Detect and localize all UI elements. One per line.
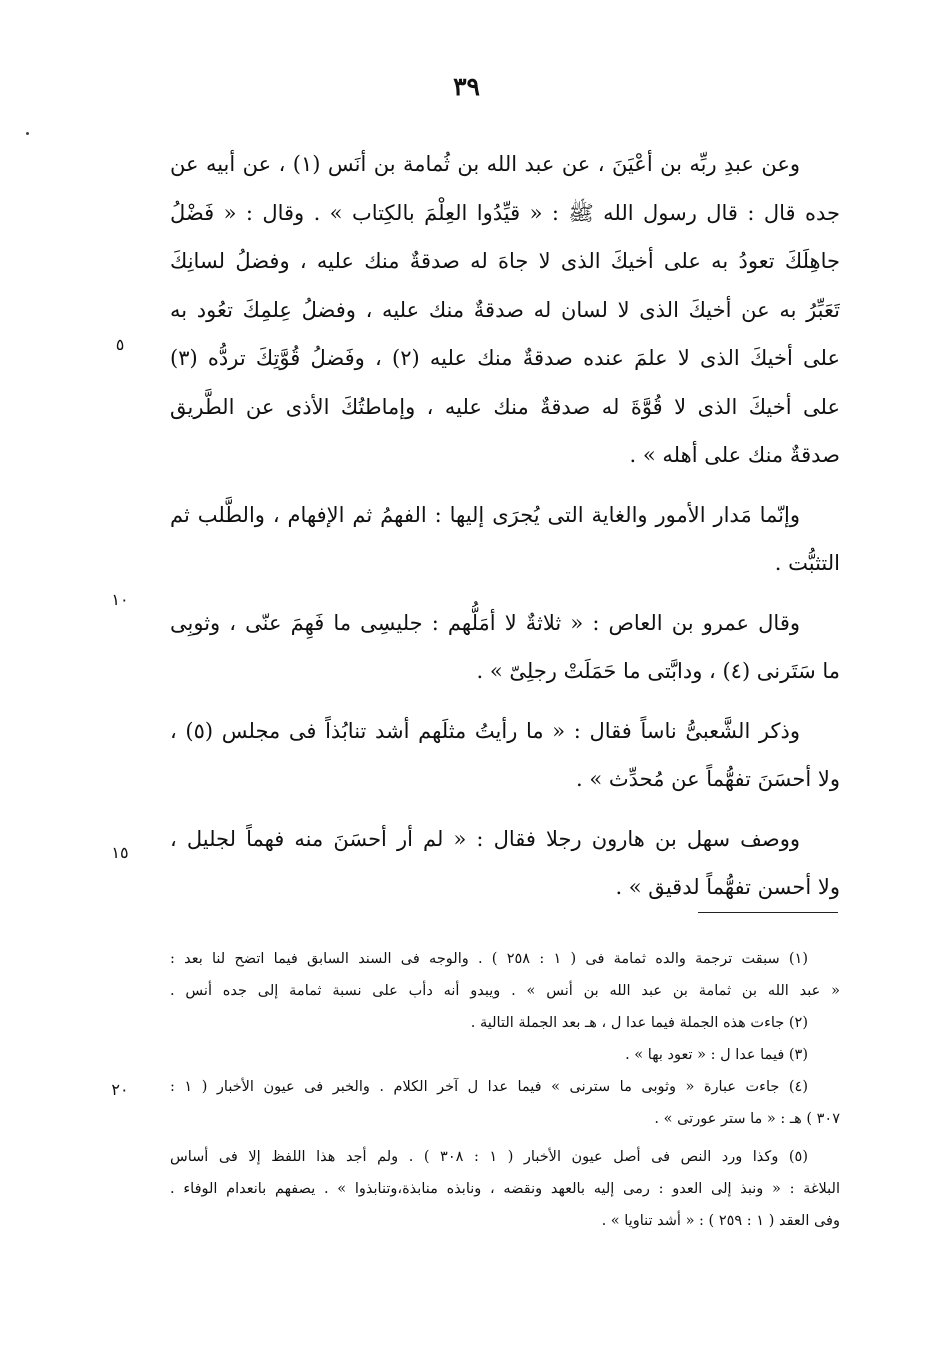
text-line: وعن عبدِ ربِّه بن أعْيَنَ ، عن عبد الله بن ثُمامة بن أنَس (١) ، عن أبيه عن (170, 152, 800, 176)
footnote-line: (٤) جاءت عبارة « وثوبى ما سترنى » فيما عدا ل آخر الكلام . والخبر فى عيون الأخبار ( ١ : (170, 1079, 808, 1095)
text-line: على أخيكَ الذى لا قُوَّةَ له صدقةٌ منك عليه ، وإماطتُكَ الأذى عن الطَّريق (170, 394, 840, 419)
text-line: وإنّما مَدار الأمور والغاية التى يُجرَى إليها : الفهمُ ثم الإفهام ، والطَّلب ثم (170, 502, 800, 527)
line-number: ١٥ (111, 843, 129, 862)
line-number: ٥ (115, 335, 125, 354)
footnote-line: « عبد الله بن ثمامة بن عبد الله بن أنس » . ويبدو أنه دأب على نسبة ثمامة إلى جده أنس . (170, 983, 840, 999)
stray-dot (26, 132, 29, 135)
text-line: جاهِلَكَ تعودُ به على أخيكَ الذى لا جاهَ له صدقةٌ منك عليه ، وفضلُ لسانِكَ (170, 249, 840, 273)
text-line: ولا أحسَنَ تفهُّماً عن مُحدِّث » . (575, 767, 840, 791)
text-line: ووصف سهل بن هارون رجلا فقال : « لم أر أحسَنَ منه فهماً لجليل ، (170, 826, 800, 851)
footnote-line: (١) سبقت ترجمة والده ثمامة فى ( ١ : ٢٥٨ ) . والوجه فى السند السابق فيما اتضح لنا بعد : (170, 951, 808, 967)
footnote-line: وفى العقد ( ١ : ٢٥٩ ) : « أشد تناويا » . (601, 1213, 840, 1229)
page-number: ٣٩ (453, 72, 480, 101)
main-text (170, 140, 840, 912)
text-line: صدقةٌ منك على أهله » . (629, 443, 840, 467)
line-number: ٢٠ (111, 1080, 129, 1099)
footnote-line: (٥) وكذا ورد النص فى أصل عيون الأخبار ( ١ : ٣٠٨ ) . ولم أجد هذا اللفظ إلا فى أساس (170, 1149, 808, 1165)
footnote-separator (698, 912, 838, 913)
footnote-line: (٢) جاءت هذه الجملة فيما عدا ل ، هـ بعد الجملة التالية . (470, 1015, 808, 1031)
text-line: التثبُّت . (774, 551, 840, 575)
footnotes (170, 943, 840, 1237)
text-line: على أخيكَ الذى لا علمَ عنده صدقةٌ منك عليه (٢) ، وفَضلُ قُوَّتِكَ تردُّه (٣) (170, 346, 840, 370)
text-line: ما سَتَرنى (٤) ، ودابَّتى ما حَمَلَتْ رجلِىّ » . (476, 659, 840, 683)
text-line: وذكر الشَّعبىُّ ناساً فقال : « ما رأيتُ مثلَهم أشد تنابُذاً فى مجلس (٥) ، (170, 718, 800, 743)
line-number: ١٠ (111, 590, 129, 609)
text-line: ولا أحسن تفهُّماً لدقيق » . (615, 875, 840, 899)
text-line: تَعَبِّرُ به عن أخيكَ الذى لا لسان له صدقةٌ منك عليه ، وفضلُ عِلمِكَ تعُود به (170, 297, 840, 322)
text-line: جده قال : قال رسول الله ﷺ : « قيِّدُوا العِلْمَ بالكِتاب » . وقال : « فَضْلُ (170, 200, 840, 225)
footnote-line: البلاغة : « ونبذ إلى العدو : رمى إليه بالعهد ونقضه ، ونابذه منابذة،وتنابذوا » . يصفهم بانعدام الوفاء . (170, 1181, 840, 1197)
text-line: وقال عمرو بن العاص : « ثلاثةٌ لا أمَلُّهم : جليسِى ما فَهِمَ عنّى ، وثوبِى (170, 610, 800, 635)
footnote-line: ٣٠٧ ) هـ : « ما ستر عورتى » . (654, 1111, 840, 1127)
footnote-line: (٣) فيما عدا ل : « تعود بها » . (625, 1047, 808, 1063)
